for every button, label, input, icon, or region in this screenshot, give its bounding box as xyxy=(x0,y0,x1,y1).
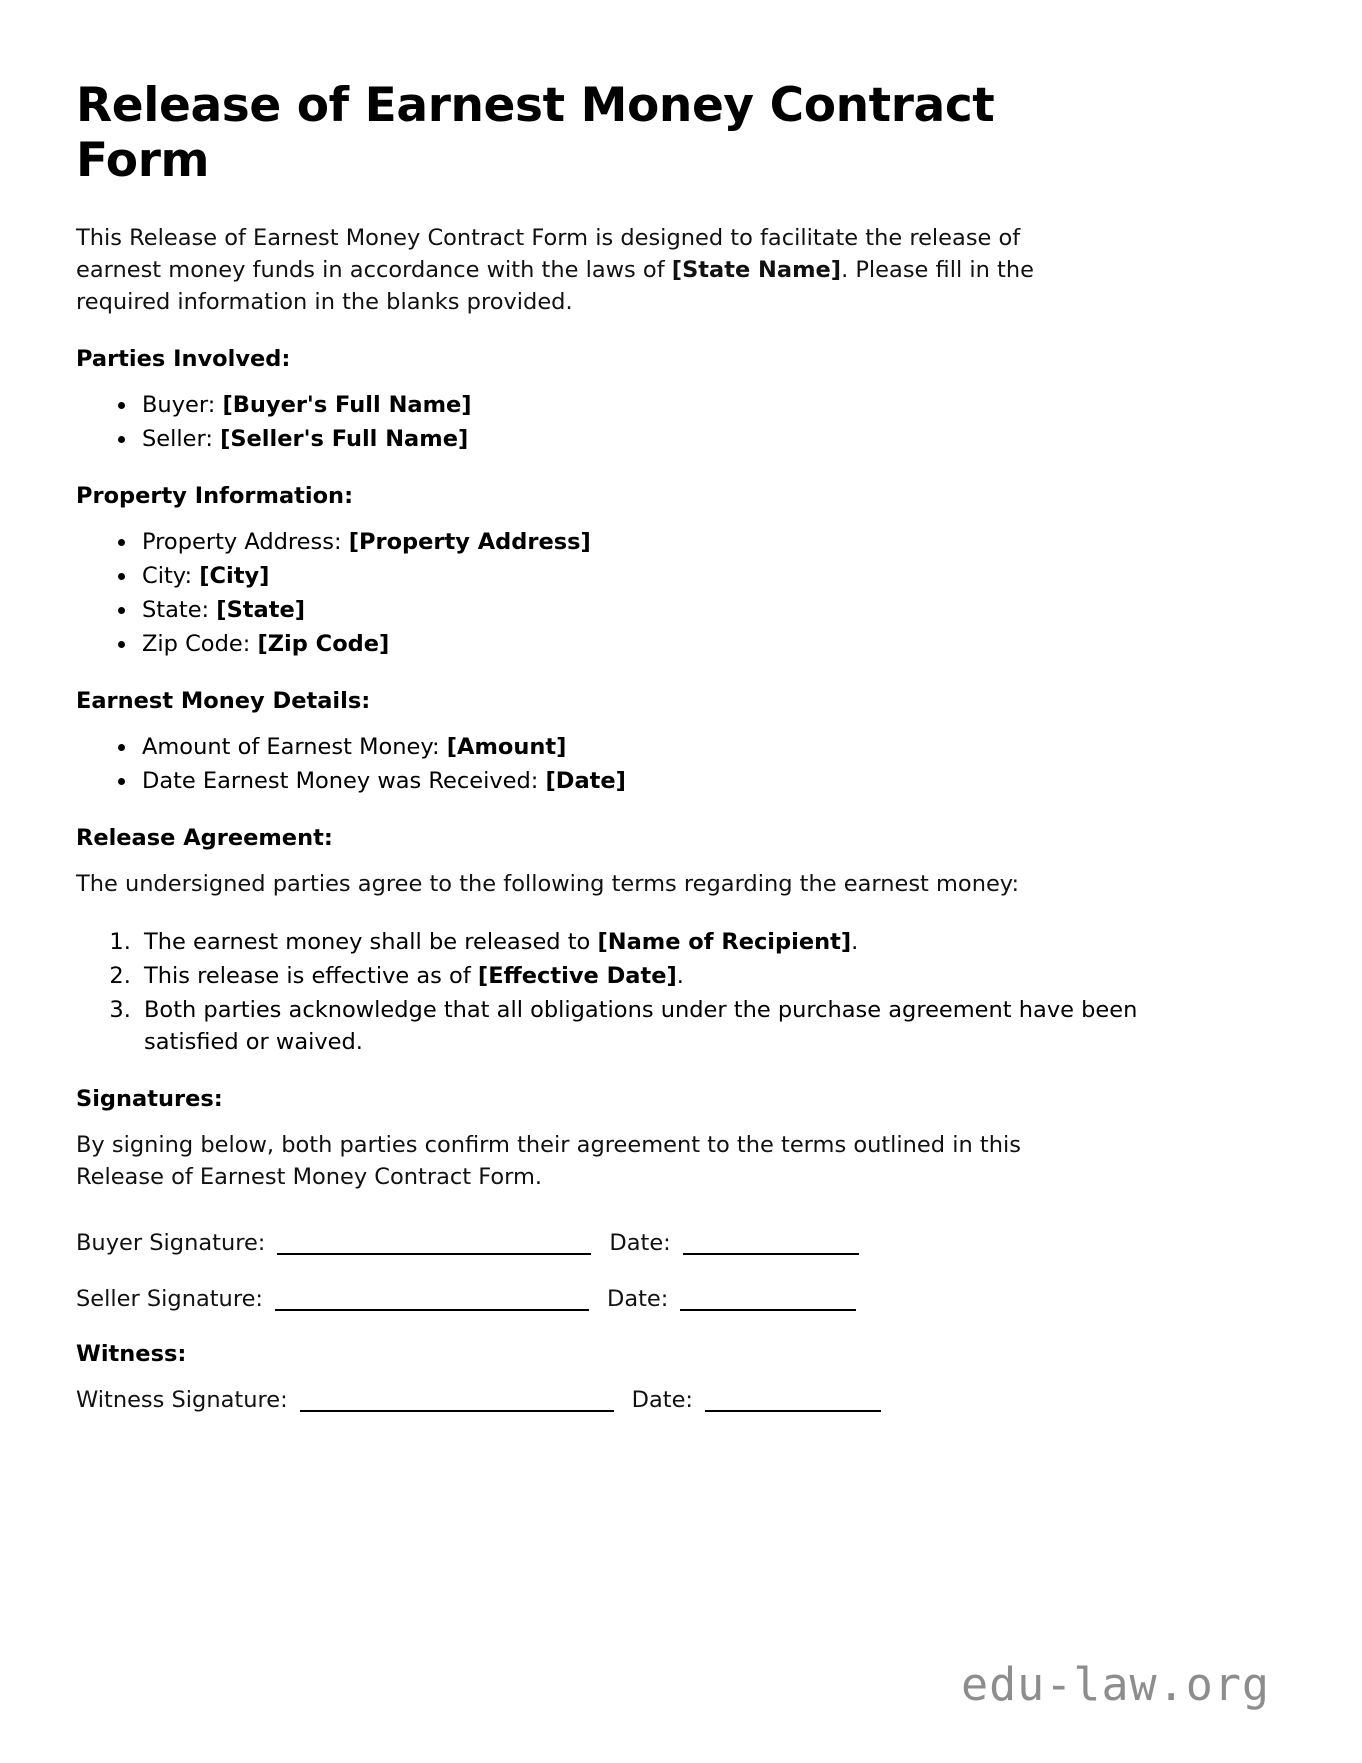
signature-rows xyxy=(76,1228,1257,1316)
buyer-signature-label: Buyer Signature: xyxy=(76,1230,266,1257)
section-heading-release-agreement: Release Agreement: xyxy=(76,824,333,851)
property-item-1-label: City: xyxy=(142,563,200,590)
earnest-item-1-label: Date Earnest Money was Received: xyxy=(142,768,546,795)
term-0-post: . xyxy=(851,929,859,956)
property-item-2-label: State: xyxy=(142,596,217,623)
placeholder-date-received: [Date] xyxy=(545,768,626,795)
placeholder-buyer-name: [Buyer's Full Name] xyxy=(222,391,472,418)
section-heading-signatures: Signatures: xyxy=(76,1085,223,1112)
page-title: Release of Earnest Money Contract Form xyxy=(76,78,995,189)
placeholder-state-name: [State Name] xyxy=(671,256,842,283)
section-heading-earnest-money: Earnest Money Details: xyxy=(76,687,371,714)
term-1-pre: This release is effective as of xyxy=(144,963,478,990)
list-item xyxy=(138,527,1198,559)
list-item xyxy=(138,995,1198,1059)
list-item xyxy=(138,629,1198,661)
seller-signature-row xyxy=(76,1284,1257,1316)
intro-paragraph xyxy=(76,223,1106,319)
placeholder-zip-code: [Zip Code] xyxy=(257,630,390,657)
seller-date-label: Date: xyxy=(607,1285,669,1312)
placeholder-amount: [Amount] xyxy=(446,734,567,761)
property-list xyxy=(76,527,1198,661)
buyer-date-label: Date: xyxy=(609,1230,671,1257)
list-item xyxy=(138,732,1198,764)
release-terms-list xyxy=(76,927,1198,1059)
term-1-post: . xyxy=(676,963,684,990)
parties-item-1-label: Seller: xyxy=(142,425,221,452)
earnest-money-list xyxy=(76,732,1198,798)
list-item xyxy=(138,390,1198,422)
placeholder-effective-date: [Effective Date] xyxy=(477,963,677,990)
placeholder-property-address: [Property Address] xyxy=(348,529,591,556)
seller-signature-line[interactable] xyxy=(275,1309,589,1311)
list-item xyxy=(138,961,1198,993)
witness-signature-label: Witness Signature: xyxy=(76,1387,288,1414)
witness-signature-row xyxy=(76,1385,1257,1417)
site-watermark: edu-law.org xyxy=(960,1658,1270,1711)
release-agreement-intro: The undersigned parties agree to the following terms regarding the earnest money: xyxy=(76,871,1020,898)
placeholder-state: [State] xyxy=(216,596,306,623)
parties-item-0-label: Buyer: xyxy=(142,391,223,418)
intro-text-part-2: . Please fill in the required information in the blanks provided. xyxy=(76,256,1034,315)
intro-text-part-1: This Release of Earnest Money Contract Form is designed to facilitate the release of earnest money funds in accordance with the laws of xyxy=(76,224,1021,283)
list-item xyxy=(138,927,1198,959)
signatures-intro: By signing below, both parties confirm their agreement to the terms outlined in this Release of Earnest Money Contract Form. xyxy=(76,1132,1021,1191)
witness-date-label: Date: xyxy=(631,1387,694,1414)
parties-list xyxy=(76,390,1198,456)
buyer-signature-row xyxy=(76,1228,1257,1260)
buyer-signature-line[interactable] xyxy=(277,1253,591,1255)
witness-date-line[interactable] xyxy=(705,1410,881,1412)
term-0-pre: The earnest money shall be released to xyxy=(144,929,598,956)
buyer-date-line[interactable] xyxy=(683,1253,859,1255)
placeholder-city: [City] xyxy=(199,563,270,590)
property-item-0-label: Property Address: xyxy=(142,529,349,556)
property-item-3-label: Zip Code: xyxy=(142,630,258,657)
seller-signature-label: Seller Signature: xyxy=(76,1285,263,1312)
section-heading-parties: Parties Involved: xyxy=(76,345,291,372)
section-heading-witness: Witness: xyxy=(76,1340,187,1367)
list-item xyxy=(138,424,1198,456)
placeholder-recipient-name: [Name of Recipient] xyxy=(597,929,852,956)
list-item xyxy=(138,595,1198,627)
witness-signature-line[interactable] xyxy=(300,1410,614,1412)
placeholder-seller-name: [Seller's Full Name] xyxy=(220,425,469,452)
earnest-item-0-label: Amount of Earnest Money: xyxy=(142,734,447,761)
term-2-pre: Both parties acknowledge that all obligations under the purchase agreement have been satisfied or waived. xyxy=(144,997,1138,1055)
list-item xyxy=(138,561,1198,593)
section-heading-property: Property Information: xyxy=(76,482,354,509)
list-item xyxy=(138,766,1198,798)
seller-date-line[interactable] xyxy=(680,1309,856,1311)
